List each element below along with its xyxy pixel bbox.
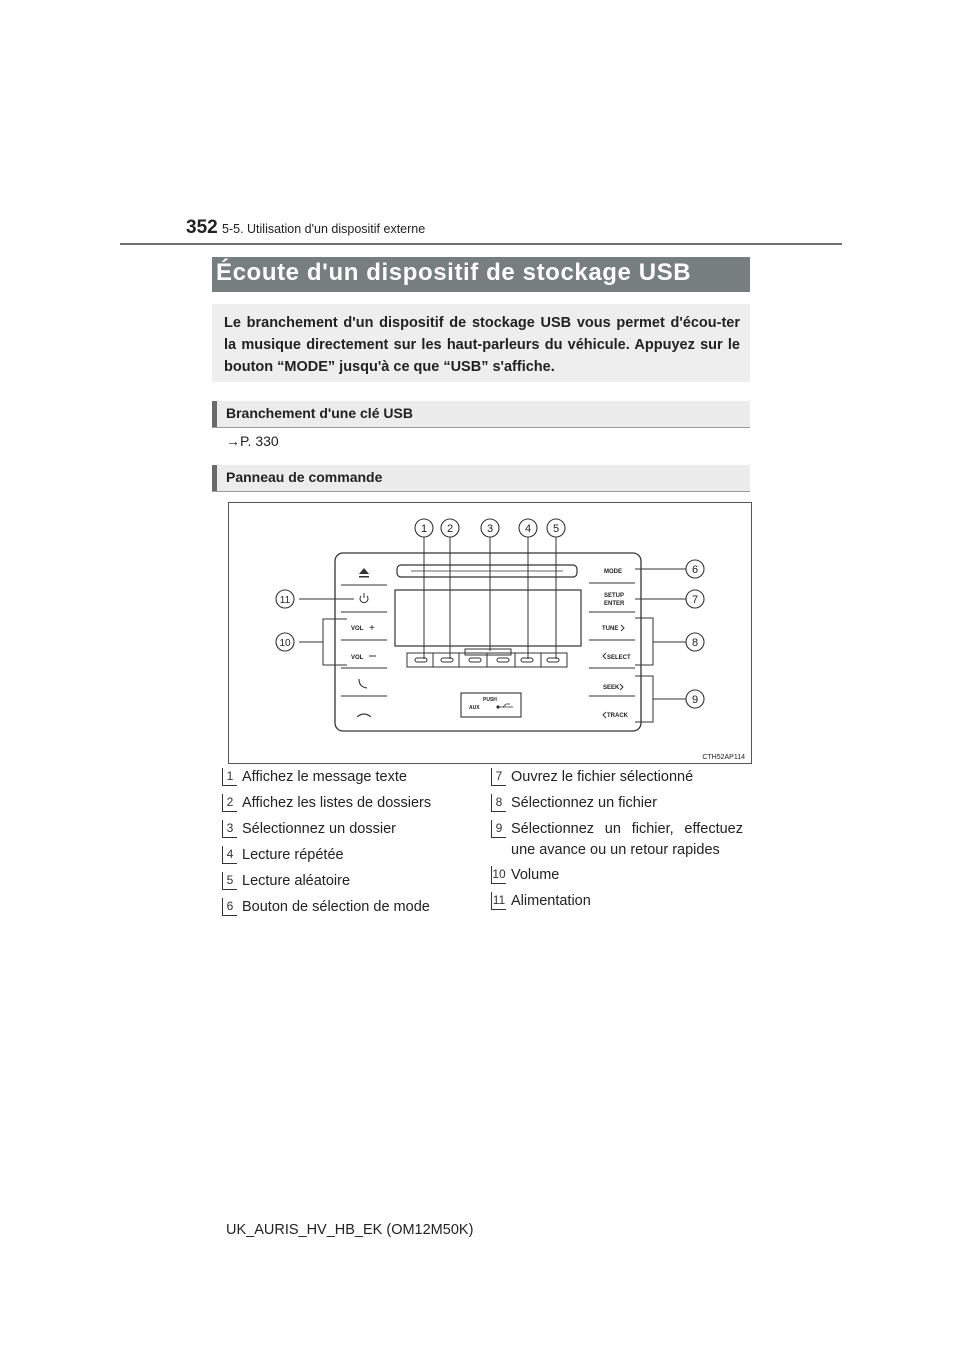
setup-label: SETUP [604, 593, 625, 599]
display-screen [395, 590, 581, 646]
chevron-left-icon [603, 712, 606, 718]
footer-model-code: UK_AURIS_HV_HB_EK (OM12M50K) [226, 1222, 474, 1238]
list-item [222, 871, 462, 893]
legend-number: 9 [491, 820, 506, 838]
list-item [222, 845, 462, 867]
legend-number: 1 [222, 768, 237, 786]
legend-number: 2 [222, 794, 237, 812]
subhead-marker [212, 401, 217, 427]
callout-4: 4 [524, 523, 532, 535]
list-item [491, 793, 751, 815]
right-button-separators [589, 583, 635, 696]
legend-text: Lecture répétée [242, 847, 344, 863]
mode-label: MODE [604, 569, 622, 575]
callout-11: 11 [279, 595, 291, 606]
callout-1: 1 [420, 523, 428, 535]
list-item [491, 891, 751, 913]
legend-text: Affichez les listes de dossiers [242, 795, 432, 811]
callout-7: 7 [691, 594, 699, 606]
intro-text: Le branchement d'un dispositif de stockage USB vous permet d'écou-ter la musique directement sur les haut-parleurs du véhicule. Appuyez sur le bouton “MODE” jusqu'à ce que “USB” s'affiche. [224, 315, 740, 375]
legend-text: Alimentation [511, 893, 591, 909]
legend-number: 10 [491, 866, 506, 884]
aux-label: AUX [469, 705, 480, 711]
legend-number: 4 [222, 846, 237, 864]
subhead-title: Panneau de commande [226, 469, 383, 485]
callout-8: 8 [691, 637, 699, 649]
callout-2: 2 [446, 523, 454, 535]
subhead-control-panel [212, 465, 750, 492]
list-item [491, 767, 751, 789]
seek-label: SEEK [603, 685, 620, 691]
select-label: SELECT [607, 655, 631, 661]
list-item [222, 767, 462, 789]
legend-number: 5 [222, 872, 237, 890]
legend-number: 6 [222, 898, 237, 916]
legend-number: 8 [491, 794, 506, 812]
page-reference-link[interactable]: →P. 330 [226, 433, 279, 449]
list-item [222, 897, 462, 919]
push-label: PUSH [483, 697, 497, 703]
phone-icon [359, 679, 367, 688]
subhead-title: Branchement d'une clé USB [226, 405, 413, 421]
callout-9: 9 [691, 694, 699, 706]
chevron-right-icon [621, 625, 624, 631]
power-icon [360, 593, 368, 603]
figure-code: CTH52AP114 [702, 754, 745, 761]
tune-label: TUNE [602, 626, 619, 632]
legend-text: Sélectionnez un fichier, effectuez une avance ou un retour rapides [511, 821, 743, 858]
legend-text: Sélectionnez un dossier [242, 821, 396, 837]
legend-text: Bouton de sélection de mode [242, 899, 430, 915]
vol-down-label: VOL [351, 655, 364, 661]
list-item [222, 819, 462, 841]
control-panel-figure [228, 502, 752, 764]
list-item [491, 865, 751, 887]
callout-10: 10 [279, 638, 291, 649]
audio-unit-outline [335, 553, 641, 731]
chevron-left-icon [603, 653, 606, 659]
subhead-usb-connection [212, 401, 750, 428]
usb-icon [497, 704, 513, 708]
list-item [491, 819, 751, 865]
hang-up-icon [357, 714, 371, 717]
chevron-right-icon [620, 684, 623, 690]
control-panel-diagram [229, 503, 751, 763]
page-title: Écoute d'un dispositif de stockage USB [216, 259, 692, 286]
callout-5: 5 [552, 523, 560, 535]
legend-text: Affichez le message texte [242, 769, 407, 785]
plus-icon: + [369, 623, 375, 634]
subhead-marker [212, 465, 217, 491]
preset-buttons [407, 649, 567, 667]
header-rule [120, 243, 842, 245]
callout-6: 6 [691, 564, 699, 576]
legend-number: 7 [491, 768, 506, 786]
track-label: TRACK [607, 713, 628, 719]
left-button-separators [341, 585, 387, 696]
list-item [222, 793, 462, 815]
eject-icon [359, 568, 369, 578]
page-number: 352 [186, 217, 218, 238]
legend-number: 3 [222, 820, 237, 838]
legend-text: Sélectionnez un fichier [511, 795, 657, 811]
section-title: 5-5. Utilisation d'un dispositif externe [222, 222, 426, 236]
vol-up-label: VOL [351, 626, 364, 632]
legend-number: 11 [491, 892, 506, 910]
legend-text: Volume [511, 867, 560, 883]
enter-label: ENTER [604, 601, 625, 607]
callout-numbers [279, 523, 698, 706]
legend-text: Lecture aléatoire [242, 873, 351, 889]
legend-text: Ouvrez le fichier sélectionné [511, 769, 694, 785]
callout-3: 3 [486, 523, 494, 535]
